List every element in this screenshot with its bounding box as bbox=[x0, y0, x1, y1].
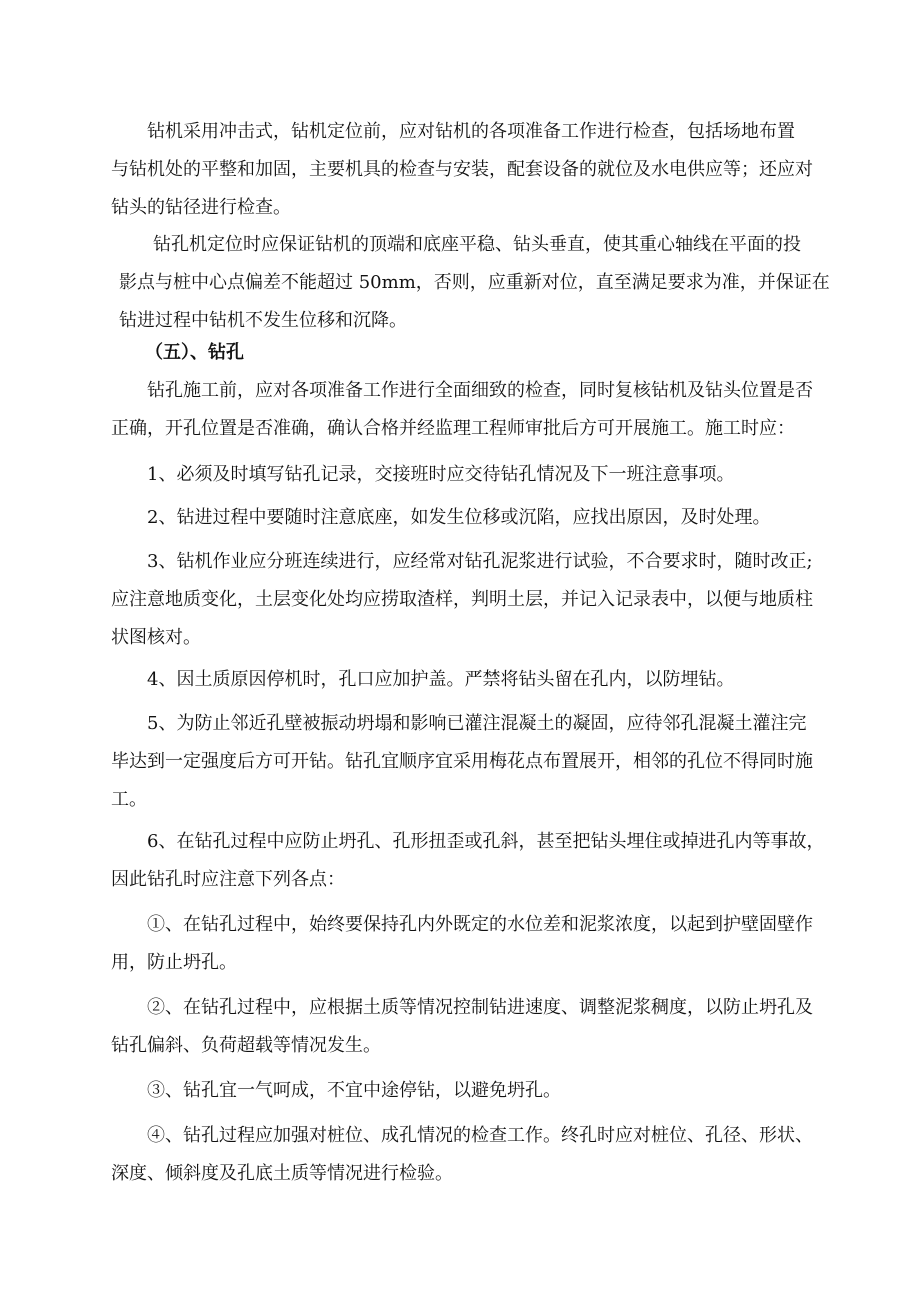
paragraph-line: 应注意地质变化，土层变化处均应捞取渣样，判明土层，并记入记录表中，以便与地质柱 bbox=[111, 589, 813, 610]
paragraph-line: 与钻机处的平整和加固，主要机具的检查与安装，配套设备的就位及水电供应等；还应对 bbox=[111, 159, 813, 180]
paragraph-line: 工。 bbox=[111, 789, 147, 810]
paragraph-rig-alignment bbox=[0, 226, 830, 340]
sub-item-4 bbox=[0, 1117, 813, 1193]
paragraph-line: 钻孔偏斜、负荷超载等情况发生。 bbox=[111, 1035, 381, 1056]
paragraph-line: 2、钻进过程中要随时注意底座，如发生位移或沉陷，应找出原因，及时处理。 bbox=[147, 507, 771, 528]
paragraph-line: 用，防止坍孔。 bbox=[111, 952, 237, 973]
list-item-3 bbox=[0, 543, 813, 657]
paragraph-line: 钻机采用冲击式，钻机定位前，应对钻机的各项准备工作进行检查，包括场地布置 bbox=[147, 121, 795, 142]
list-item-1 bbox=[0, 456, 734, 494]
list-item-2 bbox=[0, 499, 770, 537]
paragraph-line: 正确，开孔位置是否准确，确认合格并经监理工程师审批后方可开展施工。施工时应： bbox=[111, 418, 795, 439]
paragraph-line: ③、钻孔宜一气呵成，不宜中途停钻，以避免坍孔。 bbox=[147, 1080, 561, 1101]
paragraph-line: 6、在钻孔过程中应防止坍孔、孔形扭歪或孔斜，甚至把钻头埋住或掉进孔内等事故， bbox=[147, 831, 825, 852]
list-item-6 bbox=[0, 823, 824, 899]
paragraph-line: 钻头的钻径进行检查。 bbox=[111, 197, 291, 218]
paragraph-line: 4、因土质原因停机时，孔口应加护盖。严禁将钻头留在孔内，以防埋钻。 bbox=[147, 669, 735, 690]
paragraph-line: ①、在钻孔过程中，始终要保持孔内外既定的水位差和泥浆浓度，以起到护壁固壁作 bbox=[147, 914, 813, 935]
sub-item-2 bbox=[0, 989, 813, 1065]
paragraph-line: ④、钻孔过程应加强对桩位、成孔情况的检查工作。终孔时应对桩位、孔径、形状、 bbox=[147, 1125, 813, 1146]
paragraph-line: 钻孔机定位时应保证钻机的顶端和底座平稳、钻头垂直，使其重心轴线在平面的投 bbox=[153, 234, 801, 255]
list-item-5 bbox=[0, 705, 813, 819]
paragraph-line: 毕达到一定强度后方可开钻。钻孔宜顺序宜采用梅花点布置展开，相邻的孔位不得同时施 bbox=[111, 751, 813, 772]
paragraph-line: 钻进过程中钻机不发生位移和沉降。 bbox=[119, 310, 407, 331]
paragraph-line: 钻孔施工前，应对各项准备工作进行全面细致的检查，同时复核钻机及钻头位置是否 bbox=[147, 380, 813, 401]
paragraph-line: 1、必须及时填写钻孔记录，交接班时应交待钻孔情况及下一班注意事项。 bbox=[147, 464, 735, 485]
paragraph-line: 深度、倾斜度及孔底土质等情况进行检验。 bbox=[111, 1163, 453, 1184]
paragraph-line: 5、为防止邻近孔壁被振动坍塌和影响已灌注混凝土的凝固，应待邻孔混凝土灌注完 bbox=[147, 713, 807, 734]
sub-item-3 bbox=[0, 1072, 561, 1110]
list-item-4 bbox=[0, 661, 734, 699]
paragraph-line: ②、在钻孔过程中，应根据土质等情况控制钻进速度、调整泥浆稠度，以防止坍孔及 bbox=[147, 997, 813, 1018]
paragraph-line: 因此钻孔时应注意下列各点： bbox=[111, 869, 345, 890]
paragraph-line: 影点与桩中心点偏差不能超过 50mm，否则，应重新对位，直至满足要求为准，并保证在 bbox=[119, 272, 830, 293]
sub-item-1 bbox=[0, 906, 813, 982]
paragraph-rig-positioning-check bbox=[0, 113, 813, 227]
paragraph-line: 状图核对。 bbox=[111, 627, 201, 648]
paragraph-line: 3、钻机作业应分班连续进行，应经常对钻孔泥浆进行试验，不合要求时，随时改正; bbox=[147, 551, 813, 572]
paragraph-pre-drilling-check bbox=[0, 372, 813, 448]
section-heading: （五）、钻孔 bbox=[145, 342, 244, 363]
